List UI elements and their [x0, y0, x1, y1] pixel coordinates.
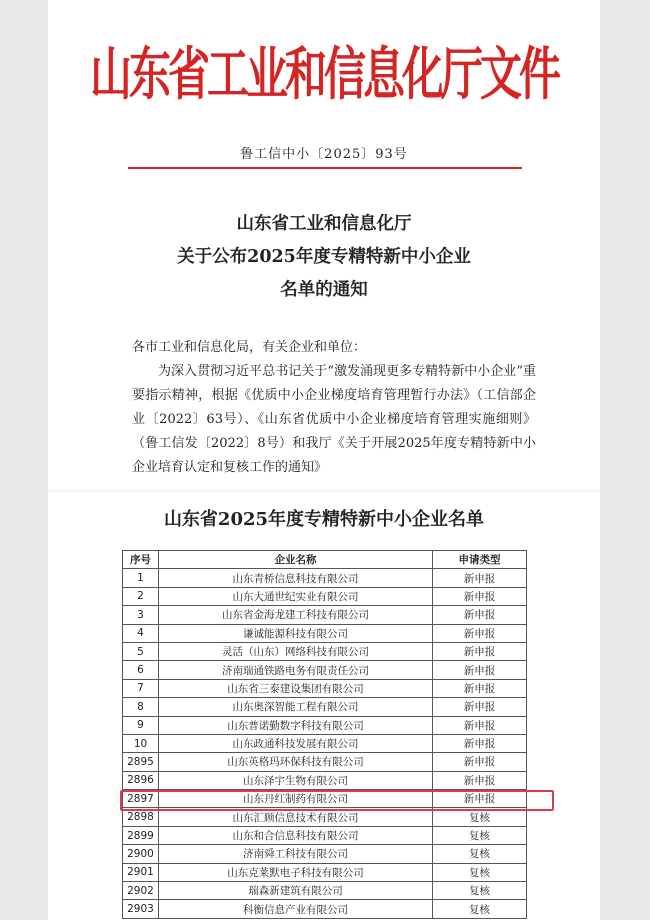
row-company-name: 山东青桥信息科技有限公司 — [159, 569, 433, 587]
row-company-name: 山东汇顾信息技术有限公司 — [159, 808, 433, 826]
table-row — [123, 587, 527, 605]
table-row — [123, 624, 527, 642]
row-application-type: 复核 — [433, 845, 527, 863]
notice-title-line-3: 名单的通知 — [280, 280, 368, 300]
row-serial: 5 — [123, 642, 159, 660]
row-application-type: 新申报 — [433, 624, 527, 642]
row-company-name: 山东丹红制药有限公司 — [159, 790, 433, 808]
row-serial: 2902 — [123, 882, 159, 900]
row-serial: 9 — [123, 716, 159, 734]
row-serial: 3 — [123, 606, 159, 624]
table-row — [123, 753, 527, 771]
row-company-name: 山东普诺勤数字科技有限公司 — [159, 716, 433, 734]
table-row — [123, 642, 527, 660]
header-application-type: 申请类型 — [433, 551, 527, 569]
salutation: 各市工业和信息化局，有关企业和单位： — [132, 340, 367, 355]
table-row — [123, 845, 527, 863]
row-serial: 2895 — [123, 753, 159, 771]
red-divider-line — [128, 167, 522, 169]
row-serial: 2901 — [123, 863, 159, 881]
table-row — [123, 606, 527, 624]
row-serial: 7 — [123, 679, 159, 697]
header-serial: 序号 — [123, 551, 159, 569]
body-paragraph: 为深入贯彻习近平总书记关于“激发涌现更多专精特新中小企业”重要指示精神，根据《优质中小企业梯度培育管理暂行办法》（工信部企业〔2022〕63号）、《山东省优质中小企业梯度培育管理实施细则》（鲁工信发〔2022〕8号）和我厅《关于开展2025年度专精特新中小企业培育认定和复核工作的通知》 — [132, 364, 536, 475]
row-serial: 2898 — [123, 808, 159, 826]
highlight-box-row-2897 — [120, 790, 554, 811]
notice-title — [48, 208, 600, 307]
row-company-name: 山东英格玛环保科技有限公司 — [159, 753, 433, 771]
row-application-type: 新申报 — [433, 716, 527, 734]
row-serial: 1 — [123, 569, 159, 587]
row-application-type: 新申报 — [433, 661, 527, 679]
row-company-name: 山东克莱默电子科技有限公司 — [159, 863, 433, 881]
row-application-type: 复核 — [433, 808, 527, 826]
document-header-title: 山东省工业和信息化厅文件 — [89, 40, 558, 107]
row-application-type: 复核 — [433, 900, 527, 918]
table-row — [123, 826, 527, 844]
row-application-type: 复核 — [433, 826, 527, 844]
table-row — [123, 661, 527, 679]
row-company-name: 山东奥深智能工程有限公司 — [159, 698, 433, 716]
row-serial: 2897 — [123, 790, 159, 808]
enterprise-list-table — [122, 550, 527, 919]
row-serial: 10 — [123, 734, 159, 752]
notice-title-line-2: 关于公布2025年度专精特新中小企业 — [177, 247, 471, 267]
row-company-name: 山东省三泰建设集团有限公司 — [159, 679, 433, 697]
row-serial: 4 — [123, 624, 159, 642]
table-row — [123, 900, 527, 918]
document-number: 鲁工信中小〔2025〕93号 — [240, 147, 408, 162]
row-serial: 2896 — [123, 771, 159, 789]
page-seam — [48, 490, 600, 494]
row-company-name: 济南舜工科技有限公司 — [159, 845, 433, 863]
table-row — [123, 863, 527, 881]
row-company-name: 灵活（山东）网络科技有限公司 — [159, 642, 433, 660]
row-company-name: 瑞森新建筑有限公司 — [159, 882, 433, 900]
table-row — [123, 882, 527, 900]
row-application-type: 复核 — [433, 863, 527, 881]
row-application-type: 新申报 — [433, 753, 527, 771]
row-application-type: 复核 — [433, 882, 527, 900]
table-row — [123, 679, 527, 697]
row-serial: 2899 — [123, 826, 159, 844]
row-company-name: 科衡信息产业有限公司 — [159, 900, 433, 918]
row-company-name: 山东大通世纪实业有限公司 — [159, 587, 433, 605]
row-application-type: 新申报 — [433, 698, 527, 716]
row-serial: 2 — [123, 587, 159, 605]
header-company-name: 企业名称 — [159, 551, 433, 569]
notice-title-line-1: 山东省工业和信息化厅 — [236, 214, 412, 234]
table-row — [123, 771, 527, 789]
row-application-type: 新申报 — [433, 771, 527, 789]
table-header-row — [123, 551, 527, 569]
row-company-name: 谦诚能源科技有限公司 — [159, 624, 433, 642]
row-application-type: 新申报 — [433, 587, 527, 605]
row-application-type: 新申报 — [433, 679, 527, 697]
row-company-name: 山东泽宇生物有限公司 — [159, 771, 433, 789]
table-row — [123, 569, 527, 587]
row-application-type: 新申报 — [433, 734, 527, 752]
list-title: 山东省2025年度专精特新中小企业名单 — [163, 509, 485, 530]
row-company-name: 山东省金海龙建工科技有限公司 — [159, 606, 433, 624]
row-company-name: 济南瑞通铁路电务有限责任公司 — [159, 661, 433, 679]
table-row — [123, 698, 527, 716]
row-application-type: 新申报 — [433, 642, 527, 660]
row-company-name: 山东政通科技发展有限公司 — [159, 734, 433, 752]
row-company-name: 山东和合信息科技有限公司 — [159, 826, 433, 844]
row-serial: 2903 — [123, 900, 159, 918]
row-application-type: 新申报 — [433, 569, 527, 587]
row-serial: 2900 — [123, 845, 159, 863]
table-row — [123, 716, 527, 734]
row-application-type: 新申报 — [433, 606, 527, 624]
table-row — [123, 734, 527, 752]
row-serial: 6 — [123, 661, 159, 679]
row-serial: 8 — [123, 698, 159, 716]
row-application-type: 新申报 — [433, 790, 527, 808]
